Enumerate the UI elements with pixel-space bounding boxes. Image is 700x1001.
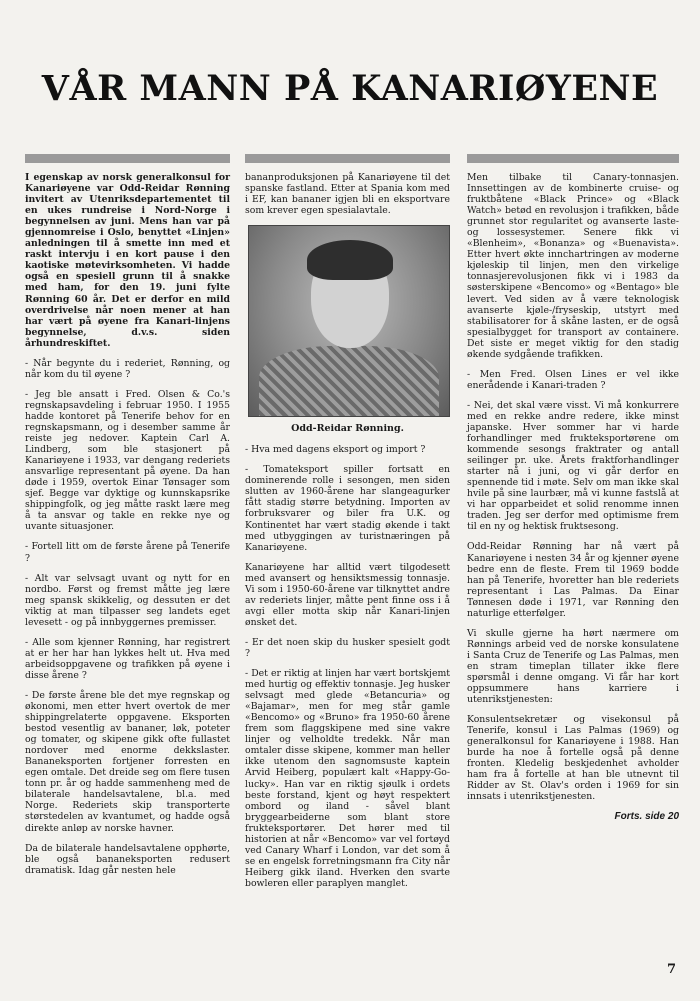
paragraph: Odd-Reidar Rønning har nå vært på Kanariøyene i nesten 34 år og kjenner øyene bedre enn de fleste. Frem til 1969 bodde han på Tenerife, hvoretter han ble rederiets representant i Las Palmas. Da Einar Tønnesen døde i 1971, var Rønning den naturlige etterfølger. [467, 541, 679, 619]
paragraph: Kanariøyene har alltid vært tilgodesett med avansert og hensiktsmessig tonnasje. Vi som i 1950-60-årene var tilknyttet andre av rederiets linjer, måtte pent finne oss i å avgi eller motta skip når Kanari-linjen ønsket det. [245, 561, 450, 628]
paragraph: - Er det noen skip du husker spesielt godt ? [245, 636, 450, 659]
column-rule [467, 154, 679, 163]
paragraph: - Fortell litt om de første årene på Tenerife ? [25, 541, 230, 564]
paragraph: - Nei, det skal være visst. Vi må konkurrere med en rekke andre redere, ikke minst japanske. Hver sommer har vi harde forhandlinger med frukteksportørene om kommende sesongs fraktrater og antall seilinger pr. uke. Årets fraktforhandlinger starter nå i juni, og vi går derfor en spennende tid i møte. Selv om man ikke skal hvile på sine laurbær, må vi kunne fastslå at vi har opparbeidet et solid renomme innen traden. Jeg ser derfor med optimisme frem til en ny og hektisk fruktsesong. [467, 399, 679, 533]
portrait-photo [248, 225, 450, 417]
paragraph: - Hva med dagens eksport og import ? [245, 444, 426, 456]
paragraph: Men tilbake til Canary-tonnasjen. Innsettingen av de kombinerte cruise- og fruktbåtene «Black Prince» og «Black Watch» betød en revolusjon i trafikken, både grunnet stor regularitet og avanserte laste- og lossesystemer. Senere fikk vi «Blenheim», «Bonanza» og «Buenavista». Etter hvert økte innchartringen av moderne kjøleskip til linjen, men den virkelige tonnasjerevolusjonen fikk vi i 1983 da søsterskipene «Bencomo» og «Bentago» ble levert. Ved siden av å være teknologisk avanserte kjøle-/fryseskip, utstyrt med stabilisatorer for å skåne lasten, er de også spesialbygget for transport av containere. Det siste er meget viktig for den stadig økende sydgående trafikken. [467, 172, 679, 360]
shirt-shape [259, 346, 439, 417]
column-2 [245, 154, 450, 898]
paragraph: - Det er riktig at linjen har vært bortskjemt med hurtig og effektiv tonnasje. Jeg husker selvsagt med glede «Betancuria» og «Bajamar», men for meg står gamle «Bencomo» og «Bruno» fra 1950-60 årene frem som flaggskipene med sine vakre linjer og velholdte tredekk. Når man omtaler disse skipene, kommer man heller ikke utenom den sagnomsuste kaptein Arvid Heiberg, populært kalt «Happy-Go-lucky». Han var en riktig sjøulk i ordets beste forstand, kjent og høyt respektert ombord og iland - såvel blant bryggearbeiderne som blant store frukteksportører. Det hører med til historien at når «Bencomo» var vel fortøyd ved Canary Wharf i London, var det som å se en engelsk forretningsmann fra City når Heiberg gikk iland. Hverken den svarte bowleren eller paraplyen manglet. [245, 668, 450, 889]
hair-shape [307, 240, 393, 280]
paragraph: bananproduksjonen på Kanariøyene til det spanske fastland. Etter at Spania kom med i EF, kan bananer igjen bli en eksportvare som krever egen spesialavtale. [245, 172, 450, 217]
paragraph: Konsulentsekretær og visekonsul på Tenerife, konsul i Las Palmas (1969) og generalkonsul for Kanariøyene i 1988. Han burde ha noe å fortelle også på denne fronten. Kledelig beskjedenhet avholder ham fra å fortelle at han ble utnevnt til Ridder av St. Olav's orden i 1969 for sin innsats i utenrikstjenesten. [467, 714, 679, 803]
intro-paragraph: I egenskap av norsk generalkonsul for Kanariøyene var Odd-Reidar Rønning invitert av Utenriksdepartementet til en ukes rundreise i Nord-Norge i begynnelsen av juni. Mens han var på gjennomreise i Oslo, benyttet «Linjen» anledningen til å smette inn med et raskt intervju i en kort pause i den kaotiske møtevirksomheten. Vi hadde også en spesiell grunn til å snakke med ham, for den 19. juni fylte Rønning 60 år. Det er derfor en mild overdrivelse når noen mener at han har vært på øyene fra Kanari-linjens begynnelse, d.v.s. siden århundreskiftet. [25, 172, 230, 349]
paragraph: - Alle som kjenner Rønning, har registrert at er her har han lykkes helt ut. Hva med arbeidsoppgavene og trafikken på øyene i disse årene ? [25, 636, 230, 681]
column-3 [467, 154, 679, 823]
paragraph: - Men Fred. Olsen Lines er vel ikke enerådende i Kanari-traden ? [467, 368, 679, 391]
continued-note: Forts. side 20 [614, 811, 679, 823]
column-rule [245, 154, 450, 163]
column-rule [25, 154, 230, 163]
paragraph: - Alt var selvsagt uvant og nytt for en nordbo. Først og fremst måtte jeg lære meg spansk skikkelig, og dessuten er det viktig at man tilpasser seg landets eget levesett - og på innbyggernes premisser. [25, 572, 230, 628]
photo-caption: Odd-Reidar Rønning. [291, 423, 404, 435]
paragraph: - Jeg ble ansatt i Fred. Olsen & Co.'s regnskapsavdeling i februar 1950. I 1955 hadde kontoret på Tenerife behov for en regnskapsmann, og i desember samme år reiste jeg nedover. Kaptein Carl A. Lindberg, som ble stasjonert på Kanariøyene i 1933, var dengang rederiets ansvarlige representant på øyene. Da han døde i 1959, overtok Einar Tønsager som sjef. Begge var dyktige og kunnskapsrike shippingfolk, og jeg måtte raskt lære meg å ta ansvar og takle en rekke nye og uvante situasjoner. [25, 388, 230, 533]
paragraph: - De første årene ble det mye regnskap og økonomi, men etter hvert overtok de mer shippingrelaterte oppgavene. Eksporten bestod vesentlig av bananer, løk, poteter og tomater, og skipene gikk ofte fullastet nordover med enorme dekkslaster. Bananeksporten fortjener forresten en egen omtale. Det dreide seg om flere tusen tonn pr. år og hadde sammenheng med de bilaterale handelsavtalene, bl.a. med Norge. Rederiets skip transporterte størstedelen av kvantumet, og hadde også direkte anløp av norske havner. [25, 689, 230, 834]
page-number: 7 [667, 962, 677, 977]
paragraph: - Tomateksport spiller fortsatt en dominerende rolle i sesongen, men siden slutten av 1960-årene har slangeagurker fått stadig større betydning. Importen av forbruksvarer og biler fra U.K. og Kontinentet har vært stadig økende i takt med utbyggingen av turistnæringen på Kanariøyene. [245, 464, 450, 553]
paragraph: Vi skulle gjerne ha hørt nærmere om Rønnings arbeid ved de norske konsulatene i Santa Cruz de Tenerife og Las Palmas, men en stram timeplan tillater ikke flere spørsmål i denne omgang. Vi får har kort oppsummere hans karriere i utenrikstjenesten: [467, 627, 679, 706]
article-title: VÅR MANN PÅ KANARIØYENE [41, 68, 659, 109]
paragraph: - Når begynte du i rederiet, Rønning, og når kom du til øyene ? [25, 357, 230, 380]
column-1 [25, 154, 230, 885]
paragraph: Da de bilaterale handelsavtalene opphørte, ble også bananeksporten redusert dramatisk. Idag går nesten hele [25, 842, 230, 876]
